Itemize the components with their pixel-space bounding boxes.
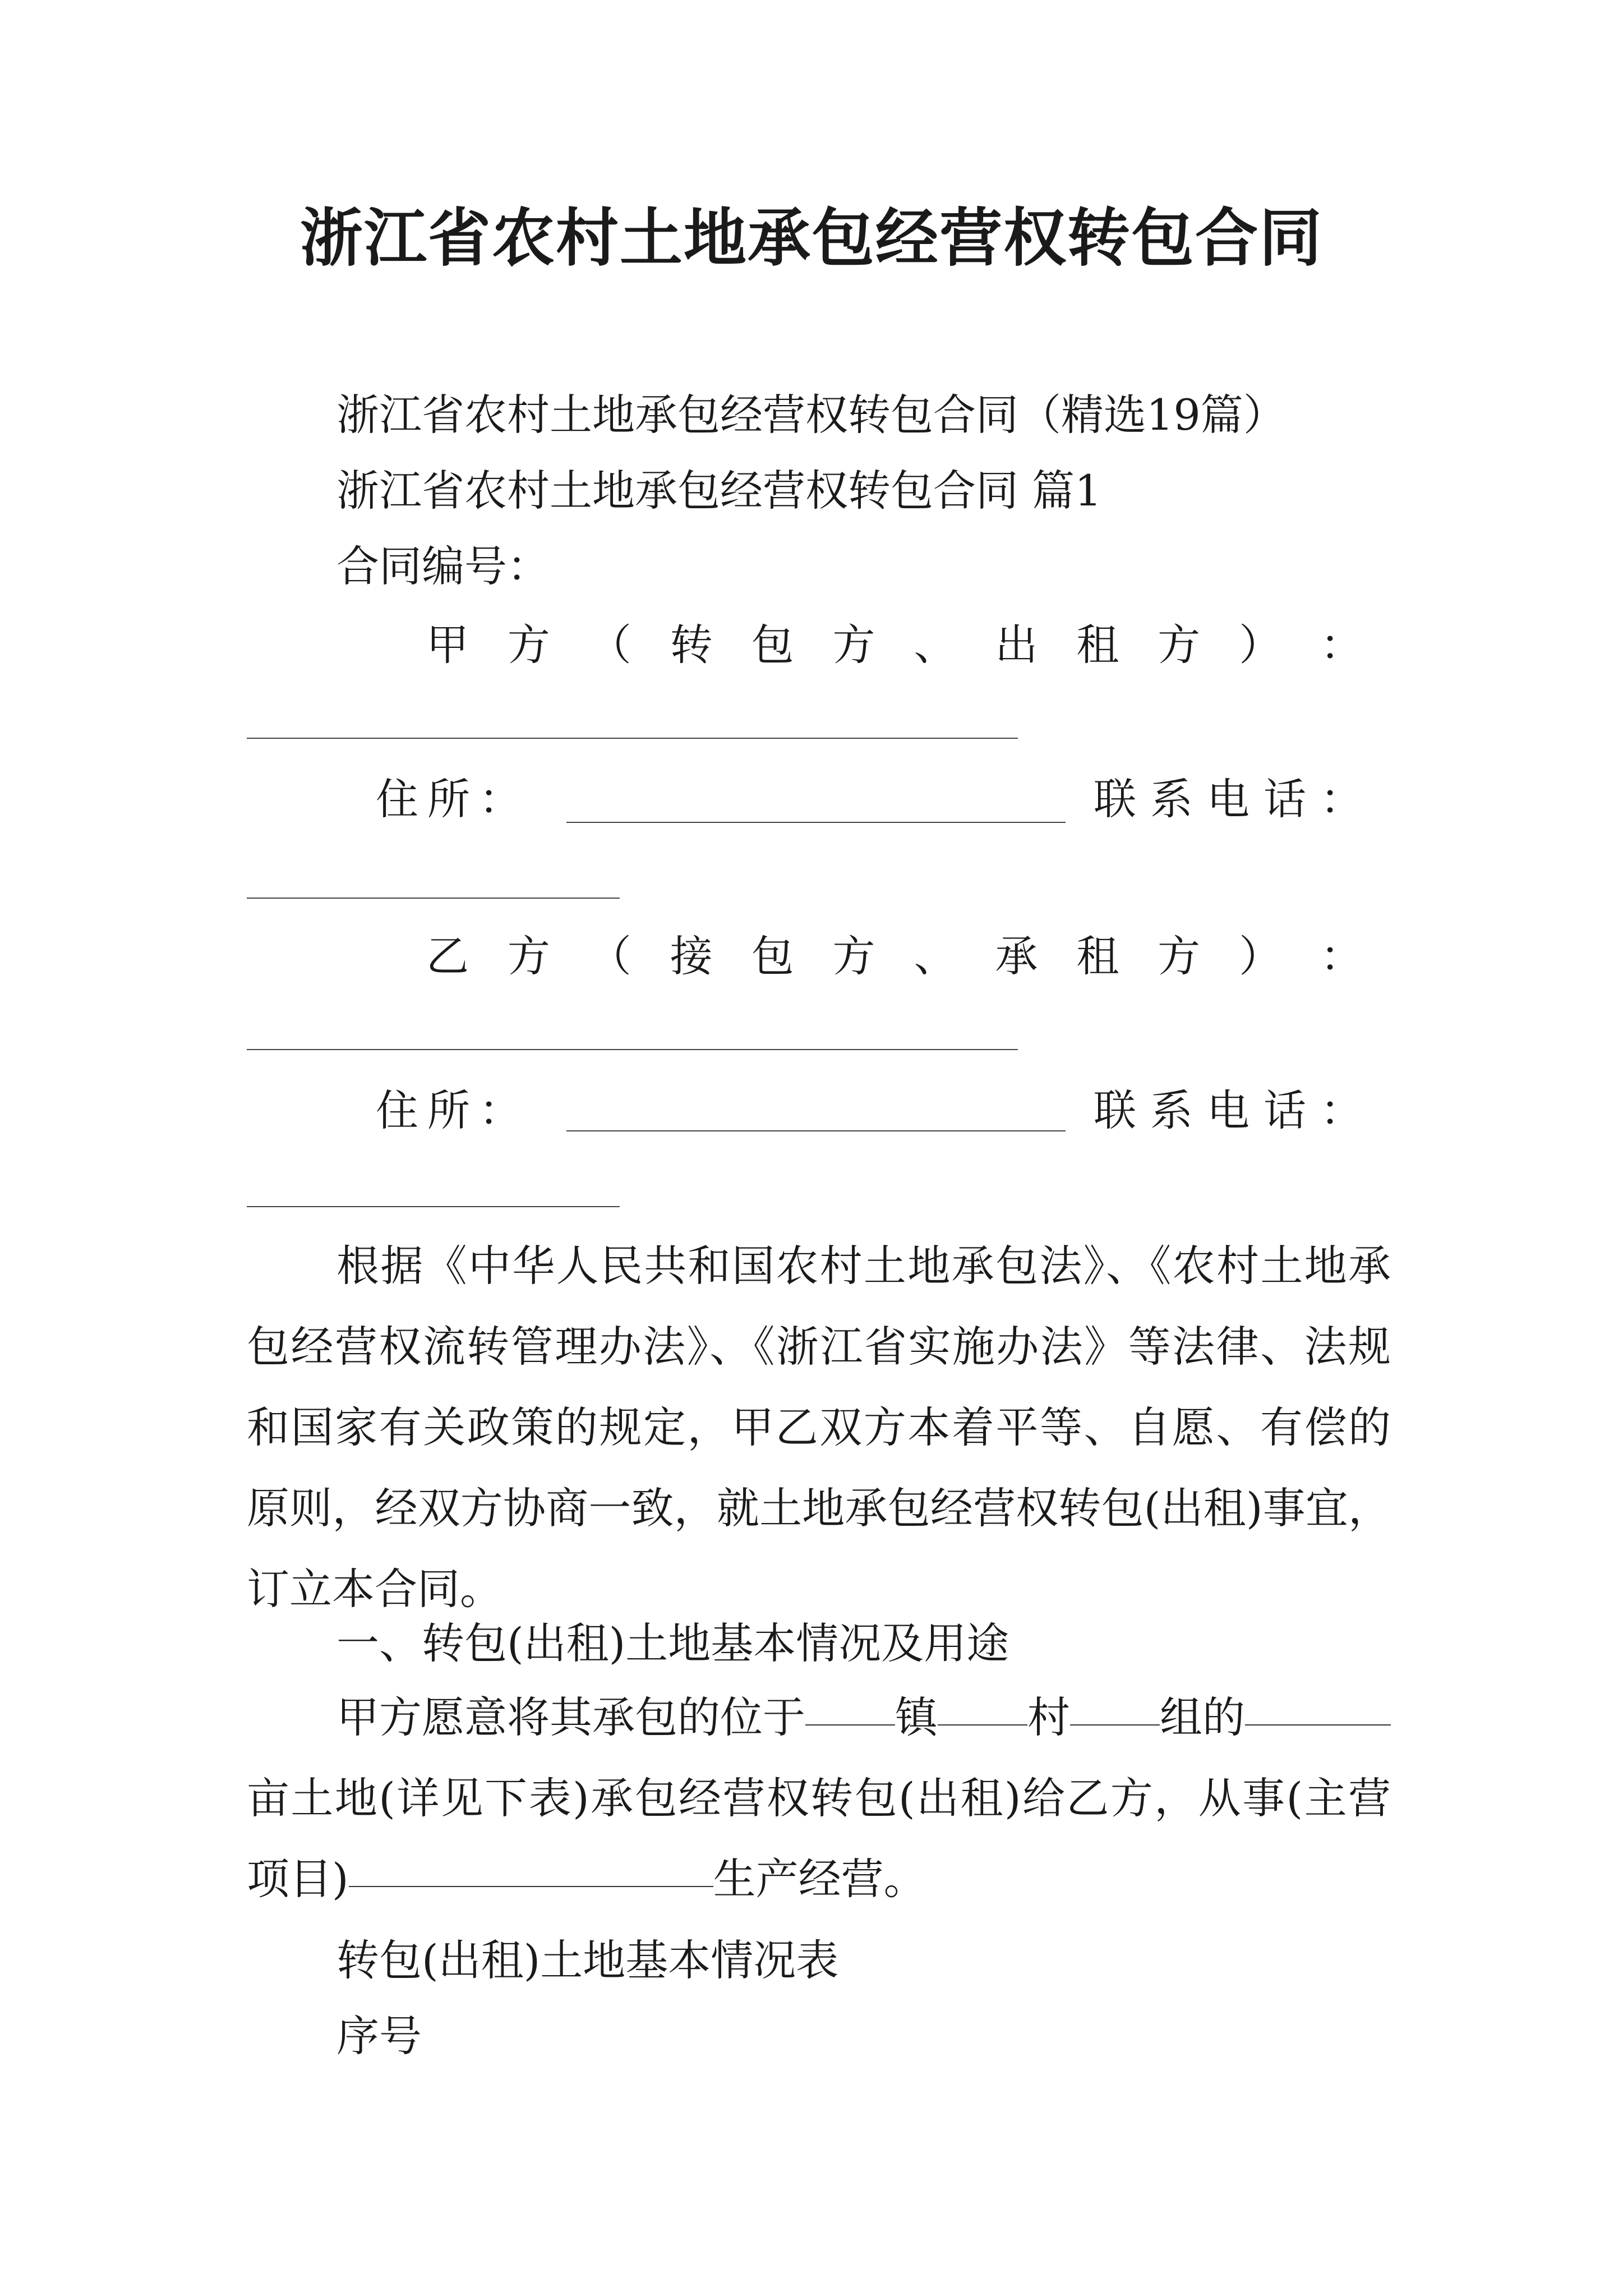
article-1-text bbox=[247, 1677, 1391, 1920]
document-subtitle: 浙江省农村土地承包经营权转包合同（精选19篇） bbox=[336, 390, 1286, 440]
party-b-char: 租 bbox=[1076, 931, 1119, 981]
contract-number-label: 合同编号： bbox=[336, 541, 550, 591]
party-a-address-blank bbox=[566, 822, 1066, 823]
phone-char: 系 bbox=[1150, 774, 1193, 824]
phone-char: 联 bbox=[1094, 774, 1136, 824]
party-b-label bbox=[426, 928, 1363, 984]
document-title: 浙江省农村土地承包经营权转包合同 bbox=[300, 202, 1323, 275]
party-b-char: ： bbox=[1320, 931, 1363, 981]
section-heading: 浙江省农村土地承包经营权转包合同 篇1 bbox=[336, 466, 1102, 516]
table-title: 转包(出租)土地基本情况表 bbox=[336, 1935, 839, 1985]
party-a-address-label bbox=[376, 771, 522, 827]
party-b-address-label bbox=[376, 1083, 522, 1139]
area-blank bbox=[1245, 1724, 1391, 1726]
party-b-char: 包 bbox=[751, 931, 794, 981]
group-blank bbox=[1070, 1724, 1160, 1726]
party-a-name-blank bbox=[247, 738, 1018, 739]
address-char: 住 bbox=[376, 774, 418, 824]
address-char: 所 bbox=[427, 1085, 470, 1135]
party-a-char: 转 bbox=[670, 620, 713, 670]
article-1-text-part: 镇 bbox=[895, 1692, 938, 1742]
article-1-heading: 一、转包(出租)土地基本情况及用途 bbox=[336, 1618, 1009, 1668]
address-char: ： bbox=[479, 774, 522, 824]
party-b-name-blank bbox=[247, 1049, 1018, 1050]
party-b-char: ） bbox=[1239, 931, 1282, 981]
phone-char: ： bbox=[1320, 1085, 1363, 1135]
party-a-char: ） bbox=[1239, 620, 1282, 670]
party-a-char: 方 bbox=[1158, 620, 1201, 670]
town-blank bbox=[805, 1724, 895, 1726]
phone-char: 话 bbox=[1264, 774, 1306, 824]
phone-char: ： bbox=[1320, 774, 1363, 824]
party-b-char: 方 bbox=[1158, 931, 1201, 981]
address-char: ： bbox=[479, 1085, 522, 1135]
party-a-char: 方 bbox=[507, 620, 550, 670]
party-a-char: 甲 bbox=[426, 620, 469, 670]
phone-char: 话 bbox=[1264, 1085, 1306, 1135]
party-a-char: 、 bbox=[914, 620, 957, 670]
article-1-text-part: 生产经营。 bbox=[713, 1854, 926, 1904]
main-project-blank bbox=[349, 1886, 713, 1887]
party-a-char: （ bbox=[588, 620, 631, 670]
party-b-char: 乙 bbox=[426, 931, 469, 981]
party-a-char: 包 bbox=[751, 620, 794, 670]
party-a-char: 租 bbox=[1076, 620, 1119, 670]
table-header-serial-number: 序号 bbox=[336, 2011, 422, 2061]
phone-char: 电 bbox=[1207, 1085, 1249, 1135]
village-blank bbox=[938, 1724, 1027, 1726]
party-a-char: 方 bbox=[832, 620, 875, 670]
article-1-text-part: 村 bbox=[1027, 1692, 1070, 1742]
party-b-char: （ bbox=[588, 931, 631, 981]
party-b-phone-label bbox=[1094, 1083, 1363, 1139]
party-b-address-blank bbox=[566, 1130, 1066, 1131]
phone-char: 电 bbox=[1207, 774, 1249, 824]
party-b-char: 承 bbox=[995, 931, 1038, 981]
party-a-phone-blank bbox=[247, 898, 620, 899]
party-a-char: ： bbox=[1320, 620, 1363, 670]
address-char: 所 bbox=[427, 774, 470, 824]
party-b-phone-blank bbox=[247, 1206, 620, 1207]
intro-paragraph: 根据《中华人民共和国农村土地承包法》、《农村土地承包经营权流转管理办法》、《浙江省实施办法》等法律、法规和国家有关政策的规定，甲乙双方本着平等、自愿、有偿的原则，经双方协商一致，就土地承包经营权转包(出租)事宜，订立本合同。 bbox=[247, 1241, 1391, 1614]
party-b-char: 、 bbox=[914, 931, 957, 981]
party-a-label bbox=[426, 617, 1363, 673]
address-char: 住 bbox=[376, 1085, 418, 1135]
phone-char: 系 bbox=[1150, 1085, 1193, 1135]
party-b-char: 接 bbox=[670, 931, 713, 981]
article-1-text-part: 亩土地(详见下表)承包经营权转包(出租)给乙方，从事(主营项目) bbox=[247, 1773, 1391, 1904]
article-1-text-part: 组的 bbox=[1160, 1692, 1245, 1742]
phone-char: 联 bbox=[1094, 1085, 1136, 1135]
party-b-char: 方 bbox=[507, 931, 550, 981]
party-a-char: 出 bbox=[995, 620, 1038, 670]
party-b-char: 方 bbox=[832, 931, 875, 981]
party-a-phone-label bbox=[1094, 771, 1363, 827]
article-1-text-part: 甲方愿意将其承包的位于 bbox=[336, 1692, 805, 1742]
